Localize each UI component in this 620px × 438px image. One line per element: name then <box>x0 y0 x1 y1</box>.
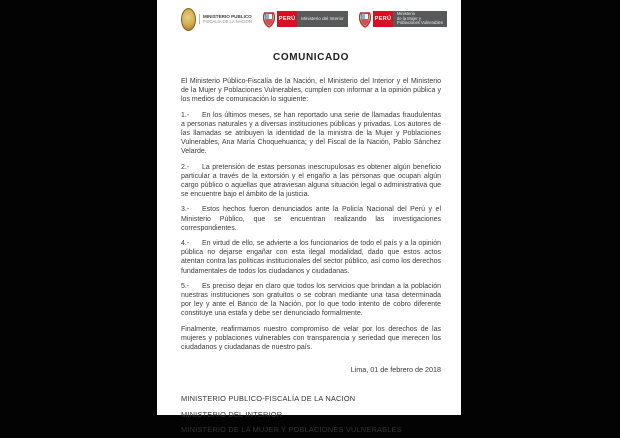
paragraph-text: En virtud de ello, se advierte a los funcionarios de todo el país y a la opinión pública no dejarse engañar con esta ilegal modalidad, dado que estos actos atentan contra las políticas institucionales del sector público, así como los derechos fundamentales de todos los ciudadanos y ciudadanas. <box>181 240 441 275</box>
paragraph-number: 5.- <box>181 282 190 290</box>
paragraph-text: Es preciso dejar en claro que todos los servicios que brindan a la población nuestras instituciones son gratuitos o se cobran mediante una tasa determinada por ley y ante el Banco de la Nación, por lo que todo intento de cobro diferente constituye una estafa y debe ser denunciado formalmente. <box>181 282 441 318</box>
paragraph-number: 1.- <box>181 111 190 119</box>
ministry-name-line: Poblaciones Vulnerables <box>397 20 443 26</box>
paragraph-4 <box>181 239 441 276</box>
ministry-name-line: Ministerio del Interior <box>301 15 344 21</box>
ministry-name-line: de la Mujer y <box>397 15 422 21</box>
peru-brand-box: PERÚ <box>373 11 393 27</box>
signature-block <box>181 391 441 437</box>
fiscalia-logo-line1: MINISTERIO PUBLICO <box>203 13 252 19</box>
logo-ministerio-mujer <box>359 10 447 28</box>
intro-paragraph: El Ministerio Público-Fiscalía de la Nación, el Ministerio del Interior y el Ministerio de la Mujer y Poblaciones Vulnerables, cumplen con informar a la opinión pública y los medios de comunicación lo siguiente: <box>181 78 441 104</box>
paragraph-number: 2.- <box>181 163 190 171</box>
fiscalia-logo-line2: FISCALIA DE LA NACION <box>203 19 252 25</box>
paragraph-number: 4.- <box>181 240 190 248</box>
document-body <box>181 52 441 438</box>
logo-ministerio-publico <box>181 8 252 31</box>
signature-ministerio-interior: MINISTERIO DEL INTERIOR <box>181 409 283 419</box>
header-logos <box>181 7 447 31</box>
paragraph-5 <box>181 282 441 319</box>
ministry-name-box <box>393 11 447 27</box>
paragraph-text: En los últimos meses, se han reportado una serie de llamadas fraudulentas a personas naturales y a diversas instituciones públicas y privadas. Los autores de las llamadas se atribuyen la identidad de la ministra de la Mujer y Poblaciones Vulnerables, Ana María Choquehuanca; y del Fiscal de la Nación, Pablo Sánchez Velarde. <box>181 111 441 156</box>
closing-paragraph: Finalmente, reafirmamos nuestro compromiso de velar por los derechos de las mujeres y poblaciones vulnerables con transparencia y seriedad que merecen los ciudadanos y ciudadanas de nuestro país. <box>181 325 441 352</box>
signature-ministerio-publico: MINISTERIO PUBLICO-FISCALÍA DE LA NACION <box>181 394 356 404</box>
document-title: COMUNICADO <box>273 52 349 63</box>
paragraph-text: La pretensión de estas personas inescrupulosas es obtener algún beneficio particular a través de la extorsión y el engaño a las personas que ocupan algún cargo público o aquellas que atraviesan alguna situación legal o administrativa que se encuentre bajo el ámbito de la justicia. <box>181 163 441 199</box>
peru-brand-box: PERÚ <box>277 11 297 27</box>
peru-coat-of-arms-icon <box>359 10 371 28</box>
logo-ministerio-interior <box>263 10 348 28</box>
ministry-name-line: Ministerio <box>397 10 415 16</box>
document-page <box>157 0 461 435</box>
fiscalia-seal-icon <box>181 8 196 31</box>
signature-ministerio-mujer: MINISTERIO DE LA MUJER Y POBLACIONES VULNERABLES <box>181 425 402 435</box>
peru-coat-of-arms-icon <box>263 10 275 28</box>
paragraph-number: 3.- <box>181 206 190 214</box>
paragraph-3 <box>181 205 441 233</box>
paragraph-2 <box>181 163 441 200</box>
paragraph-text: Estos hechos fueron denunciados ante la Policía Nacional del Perú y el Ministerio Público, que se encuentran realizando las investigaciones correspondientes. <box>181 206 441 232</box>
paragraph-1 <box>181 111 441 157</box>
ministry-name-box <box>297 11 348 27</box>
dateline: Lima, 01 de febrero de 2018 <box>350 365 441 375</box>
